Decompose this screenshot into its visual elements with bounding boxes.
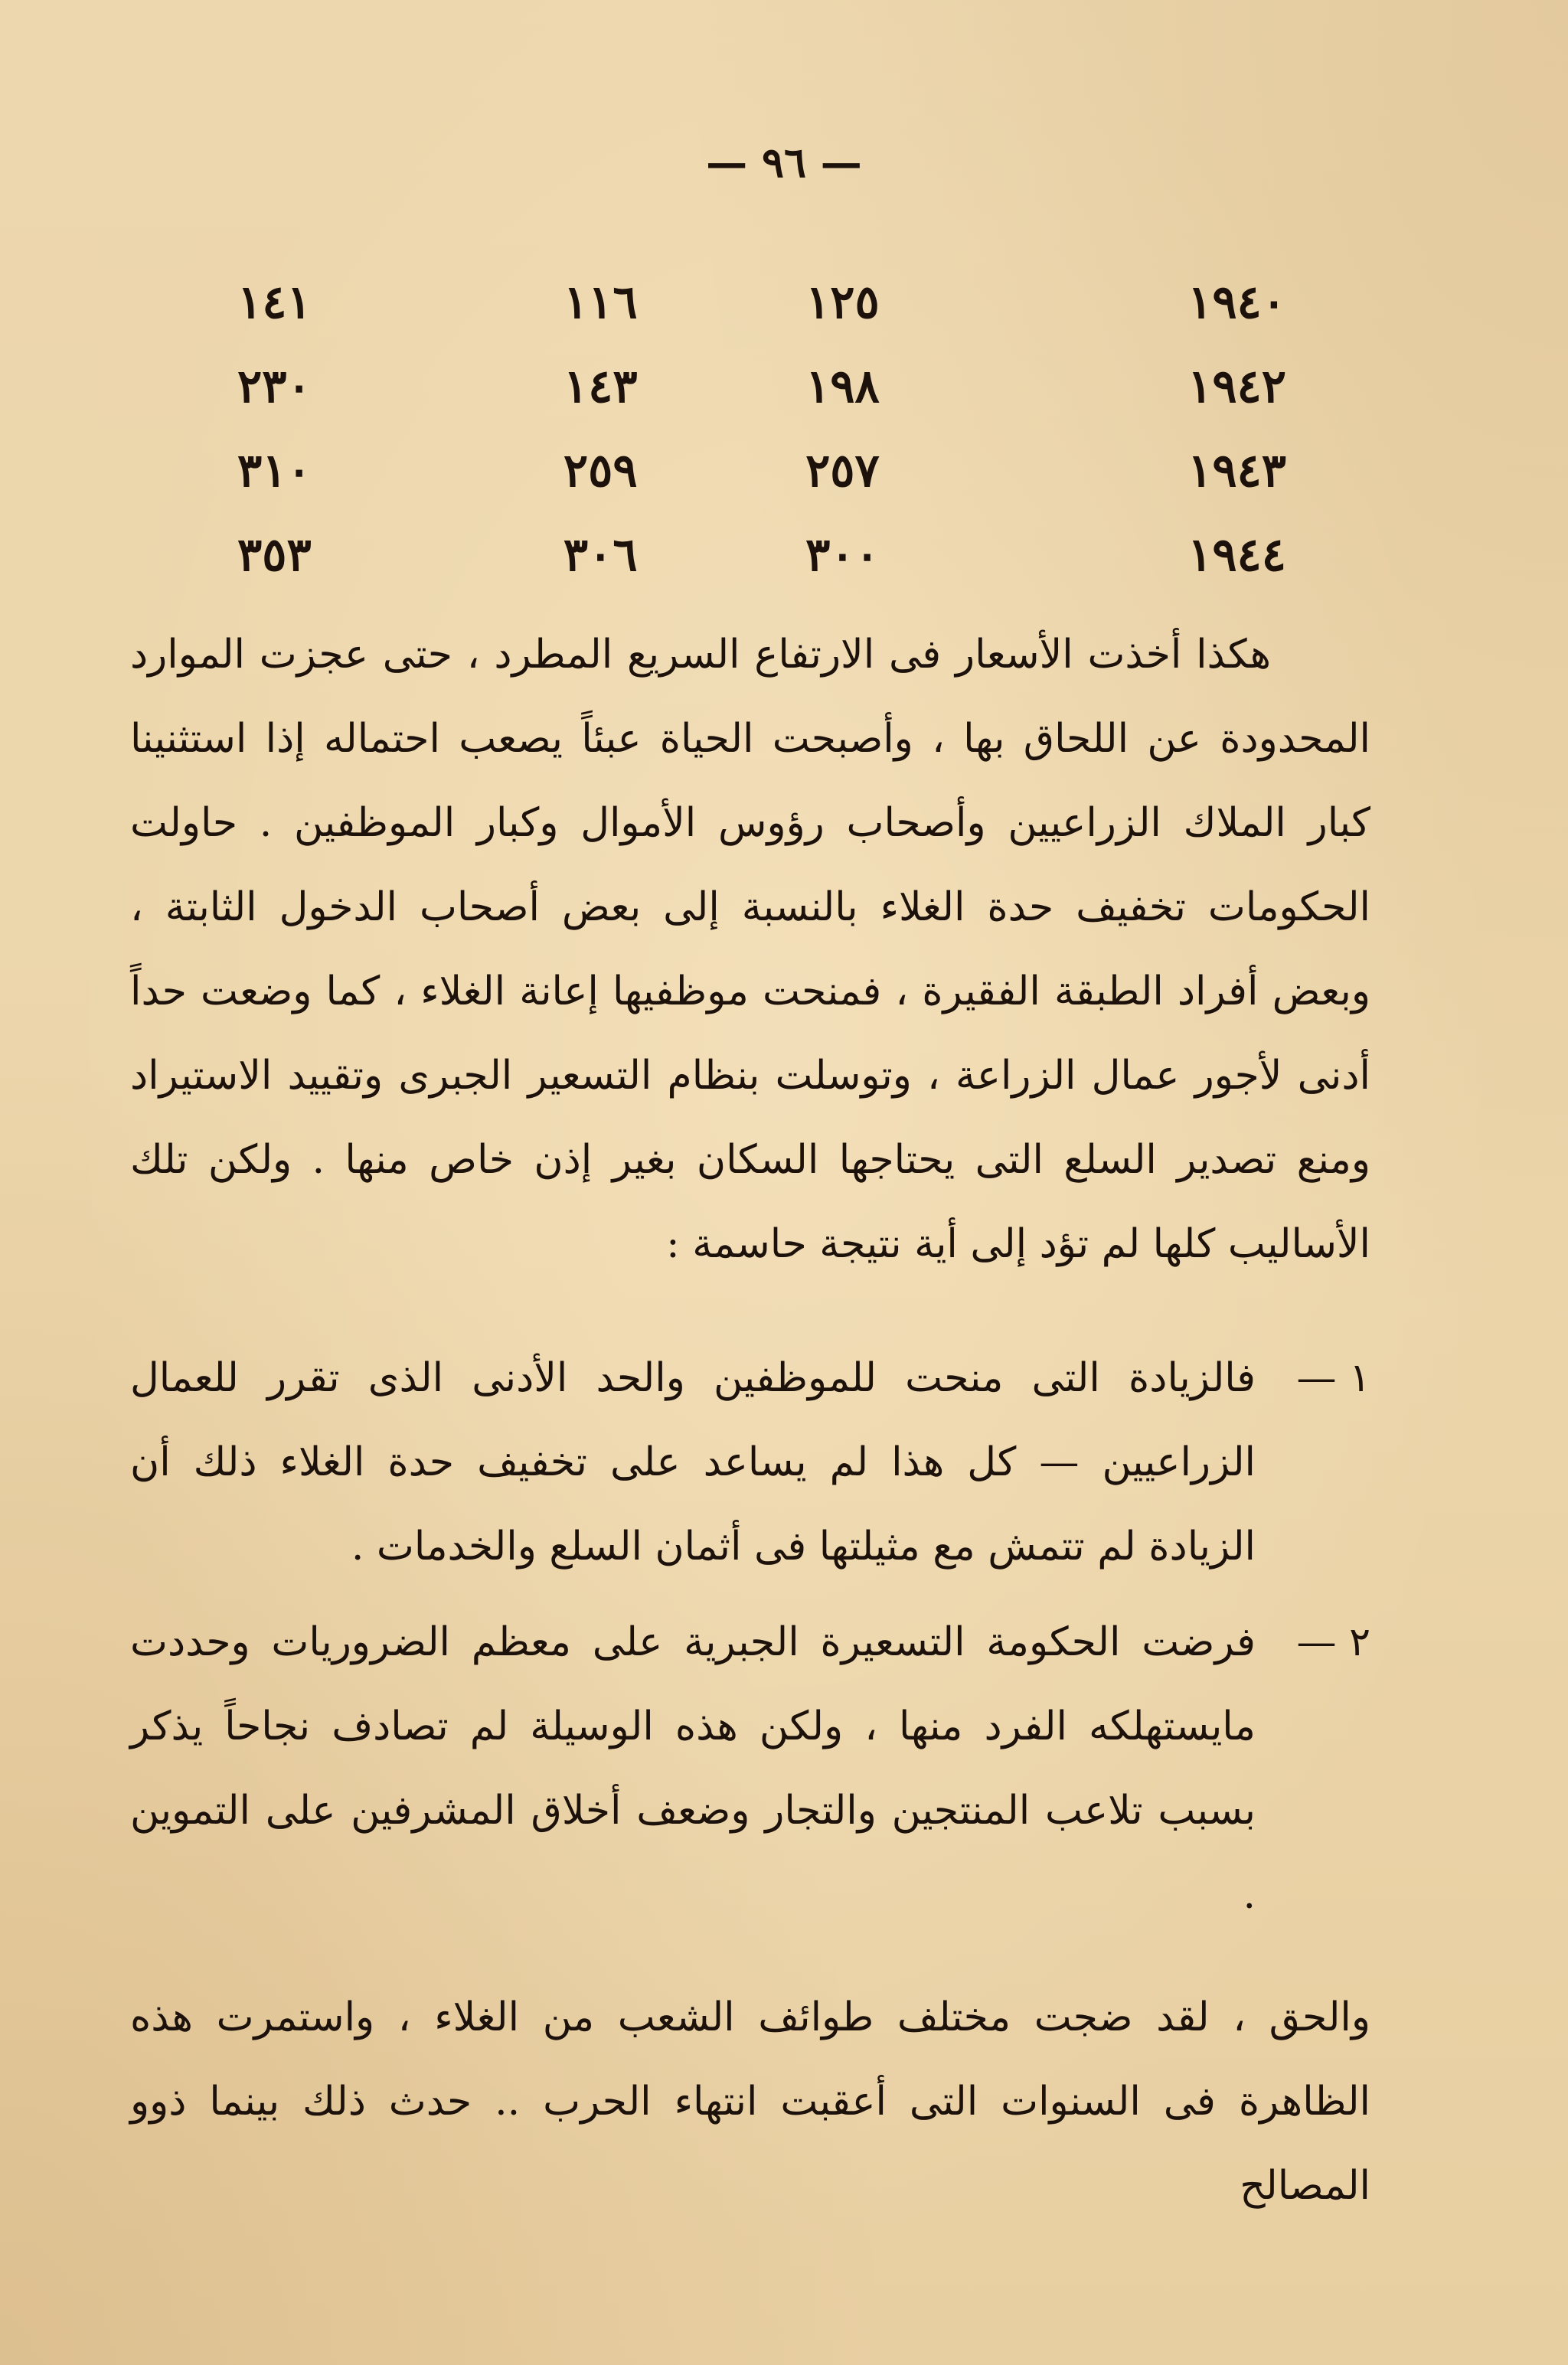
price-table [237, 260, 1286, 597]
table-cell: ٢٥٩ [563, 444, 638, 498]
table-cell: ٣٥٣ [237, 528, 312, 582]
list-item [130, 1600, 1370, 1937]
table-cell-year: ١٩٤٣ [1187, 444, 1286, 498]
table-cell-year: ١٩٤٤ [1187, 528, 1286, 582]
body-paragraph: هكذا أخذت الأسعار فى الارتفاع السريع المطرد ، حتى عجزت الموارد المحدودة عن اللحاق بها ، وأصبحت الحياة عبئاً يصعب احتماله إذا استثنينا كبار الملاك الزراعيين وأصحاب رؤوس الأموال وكبار الموظفين . حاولت الحكومات تخفيف حدة الغلاء بالنسبة إلى بعض أصحاب الدخول الثابتة ، وبعض أفراد الطبقة الفقيرة ، فمنحت موظفيها إعانة الغلاء ، كما وضعت حداً أدنى لأجور عمال الزراعة ، وتوسلت بنظام التسعير الجبرى وتقييد الاستيراد ومنع تصدير السلع التى يحتاجها السكان بغير إذن خاص منها . ولكن تلك الأساليب كلها لم تؤد إلى أية نتيجة حاسمة : [130, 632, 1370, 1267]
list-item-text: فالزيادة التى منحت للموظفين والحد الأدنى الذى تقرر للعمال الزراعيين — كل هذا لم يساعد على تخفيف حدة الغلاء ذلك أن الزيادة لم تتمش مع مثيلتها فى أثمان السلع والخدمات . [130, 1355, 1256, 1570]
table-cell: ٢٣٠ [237, 360, 312, 413]
table-row [237, 345, 1286, 429]
table-row [237, 429, 1286, 513]
table-cell-year: ١٩٤٢ [1187, 360, 1286, 413]
list-marker: ١ — [1296, 1355, 1370, 1401]
list-marker: ٢ — [1296, 1619, 1370, 1665]
table-cell: ٣٠٠ [805, 528, 880, 582]
body-paragraph: والحق ، لقد ضجت مختلف طوائف الشعب من الغلاء ، واستمرت هذه الظاهرة فى السنوات التى أعقبت انتهاء الحرب .. حدث ذلك بينما ذوو المصالح [130, 1994, 1370, 2209]
table-cell: ٣٠٦ [563, 528, 638, 582]
table-cell: ١٩٨ [805, 360, 880, 413]
table-cell: ٣١٠ [237, 444, 312, 498]
table-cell: ١٢٥ [805, 276, 880, 329]
table-cell: ٢٥٧ [805, 444, 880, 498]
table-cell: ١٤١ [237, 276, 312, 329]
list-item-text: فرضت الحكومة التسعيرة الجبرية على معظم الضروريات وحددت مايستهلكه الفرد منها ، ولكن هذه الوسيلة لم تصادف نجاحاً يذكر بسبب تلاعب المنتجين والتجار وضعف أخلاق المشرفين على التموين . [130, 1619, 1256, 1918]
table-row [237, 513, 1286, 597]
page-number: — ٩٦ — [706, 138, 862, 187]
table-row [237, 260, 1286, 345]
table-cell: ١١٦ [563, 276, 638, 329]
table-cell: ١٤٣ [563, 360, 638, 413]
table-cell-year: ١٩٤٠ [1187, 276, 1286, 329]
list-item [130, 1336, 1370, 1589]
